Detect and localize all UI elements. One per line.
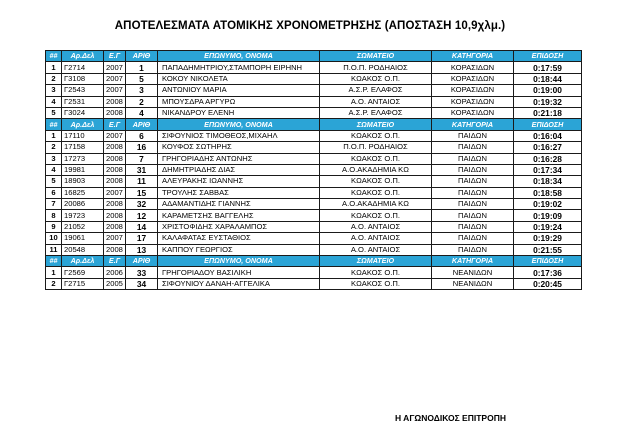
header-num: ΑΡΙΘ [126,256,158,267]
cell-name: ΚΑΠΠΟΥ ΓΕΩΡΓΙΟΣ [158,244,320,255]
header-rank: ## [46,256,62,267]
cell-cat: ΝΕΑΝΙΔΩΝ [432,267,514,278]
cell-rank: 7 [46,199,62,210]
cell-club: Α.Ο. ΑΝΤΑΙΟΣ [320,244,432,255]
cell-cat: ΠΑΙΔΩΝ [432,176,514,187]
table-row [46,267,582,278]
cell-year: 2007 [104,233,126,244]
cell-time: 0:19:09 [514,210,582,221]
table-row [46,164,582,175]
cell-cat: ΚΟΡΑΣΙΔΩΝ [432,85,514,96]
cell-year: 2008 [104,142,126,153]
cell-year: 2008 [104,199,126,210]
cell-year: 2007 [104,62,126,73]
header-club: ΣΩΜΑΤΕΙΟ [320,256,432,267]
cell-time: 0:19:24 [514,221,582,232]
header-category: ΚΑΤΗΓΟΡΙΑ [432,51,514,62]
header-rank: ## [46,119,62,130]
cell-name: ΣΙΦΟΥΝΙΟΣ ΤΙΜΟΘΕΟΣ,ΜΙΧΑΗΛ [158,130,320,141]
cell-num: 12 [126,210,158,221]
cell-year: 2007 [104,85,126,96]
cell-num: 32 [126,199,158,210]
cell-num: 1 [126,62,158,73]
cell-num: 14 [126,221,158,232]
cell-name: ΧΡΙΣΤΟΦΙΔΗΣ ΧΑΡΑΛΑΜΠΟΣ [158,221,320,232]
cell-time: 0:18:34 [514,176,582,187]
cell-cat: ΠΑΙΔΩΝ [432,244,514,255]
cell-name: ΑΝΤΩΝΙΟΥ ΜΑΡΙΑ [158,85,320,96]
cell-reg: 19723 [62,210,104,221]
cell-rank: 9 [46,221,62,232]
cell-num: 34 [126,278,158,289]
header-year: Ε.Γ [104,256,126,267]
cell-cat: ΠΑΙΔΩΝ [432,130,514,141]
cell-cat: ΠΑΙΔΩΝ [432,199,514,210]
results-table [45,50,582,290]
cell-rank: 3 [46,85,62,96]
header-year: Ε.Γ [104,51,126,62]
cell-cat: ΚΟΡΑΣΙΔΩΝ [432,107,514,118]
cell-time: 0:18:58 [514,187,582,198]
cell-reg: 16825 [62,187,104,198]
cell-cat: ΝΕΑΝΙΔΩΝ [432,278,514,289]
cell-club: ΚΩΑΚΟΣ Ο.Π. [320,187,432,198]
header-num: ΑΡΙΘ [126,119,158,130]
cell-reg: 17273 [62,153,104,164]
table-row [46,153,582,164]
cell-name: ΚΑΛΑΦΑΤΑΣ ΕΥΣΤΑΘΙΟΣ [158,233,320,244]
page-title: ΑΠΟΤΕΛΕΣΜΑΤΑ ΑΤΟΜΙΚΗΣ ΧΡΟΝΟΜΕΤΡΗΣΗΣ (ΑΠΟΣΤΑΣΗ 10,9χλμ.) [114,20,506,32]
header-name: ΕΠΩΝΥΜΟ, ΟΝΟΜΑ [158,119,320,130]
table-row [46,210,582,221]
cell-year: 2007 [104,187,126,198]
table-header-row [46,119,582,130]
cell-time: 0:19:32 [514,96,582,107]
cell-rank: 1 [46,267,62,278]
cell-name: ΜΠΟΥΣΔΡΑ ΑΡΓΥΡΩ [158,96,320,107]
cell-time: 0:19:02 [514,199,582,210]
cell-rank: 5 [46,176,62,187]
cell-year: 2008 [104,164,126,175]
cell-name: ΚΟΥΦΟΣ ΣΩΤΗΡΗΣ [158,142,320,153]
header-time: ΕΠΙΔΟΣΗ [514,256,582,267]
cell-club: Α.Ο. ΑΝΤΑΙΟΣ [320,96,432,107]
cell-num: 4 [126,107,158,118]
table-row [46,107,582,118]
cell-rank: 2 [46,278,62,289]
cell-reg: Γ2569 [62,267,104,278]
header-year: Ε.Γ [104,119,126,130]
cell-name: ΠΑΠΑΔΗΜΗΤΡΙΟΥ,ΣΤΑΜΠΟΡΗ ΕΙΡΗΝΗ [158,62,320,73]
cell-rank: 8 [46,210,62,221]
header-rank: ## [46,51,62,62]
cell-rank: 11 [46,244,62,255]
cell-cat: ΠΑΙΔΩΝ [432,153,514,164]
cell-time: 0:16:28 [514,153,582,164]
cell-reg: 19061 [62,233,104,244]
cell-rank: 2 [46,73,62,84]
cell-year: 2005 [104,278,126,289]
cell-reg: Γ2714 [62,62,104,73]
cell-rank: 5 [46,107,62,118]
cell-num: 5 [126,73,158,84]
cell-reg: 18903 [62,176,104,187]
cell-cat: ΠΑΙΔΩΝ [432,187,514,198]
footer-signature: Η ΑΓΩΝΟΔΙΚΟΣ ΕΠΙΤΡΟΠΗ [395,413,506,423]
cell-club: ΚΩΑΚΟΣ Ο.Π. [320,278,432,289]
header-category: ΚΑΤΗΓΟΡΙΑ [432,256,514,267]
table-row [46,233,582,244]
table-row [46,142,582,153]
cell-reg: Γ2543 [62,85,104,96]
cell-cat: ΠΑΙΔΩΝ [432,221,514,232]
table-row [46,176,582,187]
cell-rank: 4 [46,164,62,175]
cell-year: 2008 [104,244,126,255]
cell-club: Α.Σ.Ρ. ΕΛΑΦΟΣ [320,85,432,96]
header-club: ΣΩΜΑΤΕΙΟ [320,119,432,130]
table-row [46,96,582,107]
cell-cat: ΠΑΙΔΩΝ [432,233,514,244]
cell-reg: Γ2531 [62,96,104,107]
cell-reg: Γ2715 [62,278,104,289]
cell-num: 17 [126,233,158,244]
cell-rank: 2 [46,142,62,153]
cell-club: ΚΩΑΚΟΣ Ο.Π. [320,210,432,221]
cell-reg: 20548 [62,244,104,255]
cell-num: 15 [126,187,158,198]
header-time: ΕΠΙΔΟΣΗ [514,119,582,130]
cell-year: 2008 [104,107,126,118]
cell-rank: 4 [46,96,62,107]
cell-rank: 3 [46,153,62,164]
cell-club: Α.Ο.ΑΚΑΔΗΜΙΑ ΚΩ [320,199,432,210]
cell-rank: 10 [46,233,62,244]
cell-name: ΑΛΕΥΡΑΚΗΣ ΙΩΑΝΝΗΣ [158,176,320,187]
cell-club: ΚΩΑΚΟΣ Ο.Π. [320,176,432,187]
cell-num: 11 [126,176,158,187]
cell-time: 0:19:29 [514,233,582,244]
header-reg: Αρ.Δελ [62,51,104,62]
header-name: ΕΠΩΝΥΜΟ, ΟΝΟΜΑ [158,51,320,62]
cell-club: ΚΩΑΚΟΣ Ο.Π. [320,73,432,84]
cell-cat: ΚΟΡΑΣΙΔΩΝ [432,73,514,84]
table-row [46,130,582,141]
cell-club: Π.Ο.Π. ΡΟΔΗΑΙΟΣ [320,142,432,153]
header-name: ΕΠΩΝΥΜΟ, ΟΝΟΜΑ [158,256,320,267]
cell-num: 33 [126,267,158,278]
cell-year: 2008 [104,96,126,107]
cell-club: Α.Ο. ΑΝΤΑΙΟΣ [320,221,432,232]
cell-time: 0:21:18 [514,107,582,118]
table-row [46,187,582,198]
cell-time: 0:20:45 [514,278,582,289]
cell-year: 2008 [104,221,126,232]
cell-num: 13 [126,244,158,255]
cell-cat: ΠΑΙΔΩΝ [432,142,514,153]
cell-reg: 21052 [62,221,104,232]
table-row [46,221,582,232]
cell-name: ΣΙΦΟΥΝΙΟΥ ΔΑΝΑΗ-ΑΓΓΕΛΙΚΑ [158,278,320,289]
cell-club: Α.Ο.ΑΚΑΔΗΜΙΑ ΚΩ [320,164,432,175]
cell-num: 2 [126,96,158,107]
cell-rank: 1 [46,130,62,141]
header-category: ΚΑΤΗΓΟΡΙΑ [432,119,514,130]
cell-time: 0:17:36 [514,267,582,278]
header-reg: Αρ.Δελ [62,256,104,267]
cell-time: 0:19:00 [514,85,582,96]
header-time: ΕΠΙΔΟΣΗ [514,51,582,62]
cell-name: ΑΔΑΜΑΝΤΙΔΗΣ ΓΙΑΝΝΗΣ [158,199,320,210]
table-row [46,73,582,84]
cell-name: ΓΡΗΓΟΡΙΑΔΟΥ ΒΑΣΙΛΙΚΗ [158,267,320,278]
table-row [46,244,582,255]
cell-cat: ΠΑΙΔΩΝ [432,210,514,221]
cell-cat: ΚΟΡΑΣΙΔΩΝ [432,96,514,107]
cell-reg: 17110 [62,130,104,141]
cell-num: 31 [126,164,158,175]
cell-time: 0:21:55 [514,244,582,255]
table-row [46,278,582,289]
cell-cat: ΠΑΙΔΩΝ [432,164,514,175]
cell-time: 0:16:04 [514,130,582,141]
cell-time: 0:17:34 [514,164,582,175]
table-header-row [46,51,582,62]
cell-num: 6 [126,130,158,141]
cell-reg: 20086 [62,199,104,210]
cell-reg: 19981 [62,164,104,175]
cell-reg: Γ3108 [62,73,104,84]
cell-num: 3 [126,85,158,96]
cell-reg: 17158 [62,142,104,153]
cell-club: Α.Σ.Ρ. ΕΛΑΦΟΣ [320,107,432,118]
cell-name: ΝΙΚΑΝΔΡΟΥ ΕΛΕΝΗ [158,107,320,118]
cell-reg: Γ3024 [62,107,104,118]
header-num: ΑΡΙΘ [126,51,158,62]
cell-time: 0:16:27 [514,142,582,153]
cell-name: ΔΗΜΗΤΡΙΑΔΗΣ ΔΙΑΣ [158,164,320,175]
table-row [46,199,582,210]
cell-year: 2008 [104,210,126,221]
cell-year: 2007 [104,130,126,141]
cell-num: 7 [126,153,158,164]
cell-club: ΚΩΑΚΟΣ Ο.Π. [320,130,432,141]
cell-num: 16 [126,142,158,153]
cell-club: Π.Ο.Π. ΡΟΔΗΑΙΟΣ [320,62,432,73]
cell-time: 0:17:59 [514,62,582,73]
table-header-row [46,256,582,267]
cell-name: ΚΟΚΟΥ ΝΙΚΟΛΕΤΑ [158,73,320,84]
header-club: ΣΩΜΑΤΕΙΟ [320,51,432,62]
cell-rank: 1 [46,62,62,73]
cell-year: 2008 [104,153,126,164]
cell-rank: 6 [46,187,62,198]
cell-cat: ΚΟΡΑΣΙΔΩΝ [432,62,514,73]
cell-year: 2006 [104,267,126,278]
cell-year: 2007 [104,73,126,84]
cell-name: ΚΑΡΑΜΕΤΣΗΣ ΒΑΓΓΕΛΗΣ [158,210,320,221]
cell-time: 0:18:44 [514,73,582,84]
cell-name: ΤΡΟΥΛΗΣ ΣΑΒΒΑΣ [158,187,320,198]
cell-name: ΓΡΗΓΟΡΙΑΔΗΣ ΑΝΤΩΝΗΣ [158,153,320,164]
cell-club: ΚΩΑΚΟΣ Ο.Π. [320,153,432,164]
table-row [46,85,582,96]
table-row [46,62,582,73]
cell-club: ΚΩΑΚΟΣ Ο.Π. [320,267,432,278]
results-body [46,51,582,290]
cell-year: 2008 [104,176,126,187]
cell-club: Α.Ο. ΑΝΤΑΙΟΣ [320,233,432,244]
header-reg: Αρ.Δελ [62,119,104,130]
